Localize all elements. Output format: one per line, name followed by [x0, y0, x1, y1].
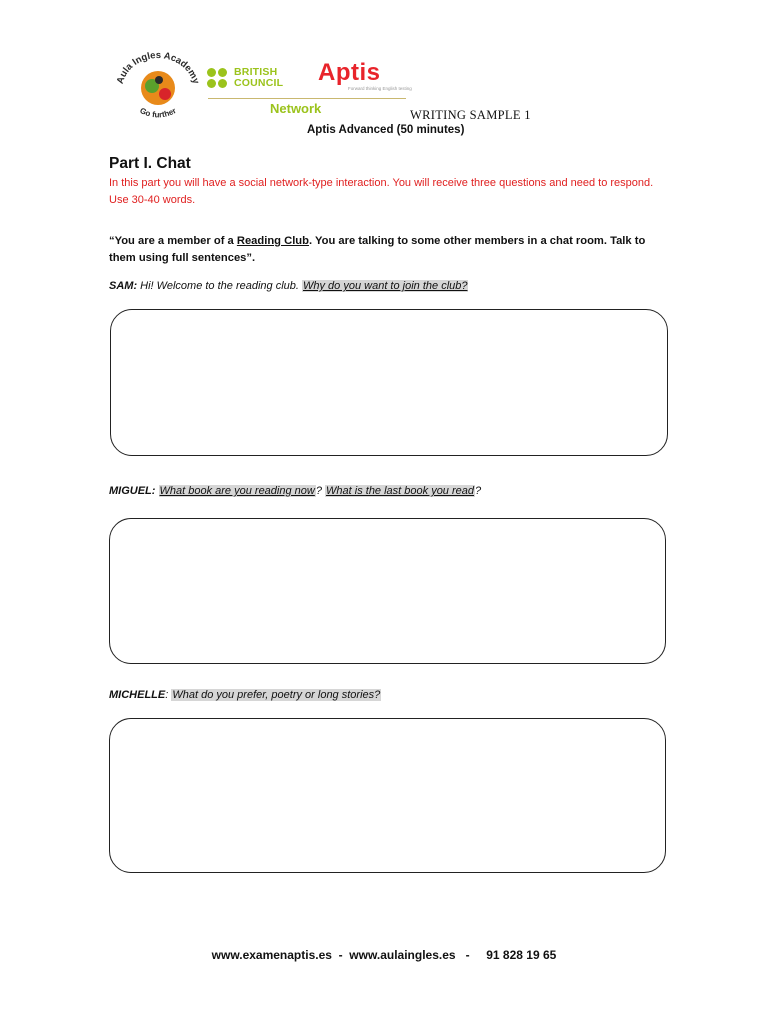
svg-text:Aula Ingles Academy: Aula Ingles Academy — [114, 50, 202, 86]
question-highlight: What do you prefer, poetry or long stories? — [172, 689, 381, 701]
speaker-name: MICHELLE — [109, 689, 166, 701]
page-title: WRITING SAMPLE 1 — [410, 108, 531, 122]
question-michelle — [109, 689, 381, 701]
footer-separator: - — [331, 948, 350, 962]
dots-icon — [207, 68, 231, 90]
aptis-wordmark: Aptis — [318, 59, 381, 86]
svg-text:Go further: Go further — [138, 106, 178, 120]
divider — [208, 98, 406, 99]
question-sam — [109, 280, 468, 292]
speaker-name: SAM: — [109, 280, 138, 292]
question-miguel — [109, 485, 481, 497]
question-highlight: What book are you reading now — [159, 485, 315, 497]
instructions: In this part you will have a social network-type interaction. You will receive three questions and need to respond. Use 30-40 words. — [109, 177, 654, 206]
question-highlight: Why do you want to join the club? — [303, 280, 468, 292]
footer-link-aulaingles[interactable]: www.aulaingles.es — [349, 948, 456, 962]
question-lead: Hi! Welcome to the reading club. — [137, 280, 302, 292]
scenario-after: . You are talking to some other members in a chat room. Talk to them using full sentences”. — [109, 235, 646, 264]
answer-box-sam[interactable] — [110, 309, 668, 456]
academy-logo — [112, 50, 204, 124]
question-lead: : — [165, 689, 172, 701]
question-tail: ? — [475, 485, 482, 497]
answer-box-michelle[interactable] — [109, 718, 666, 873]
speaker-name: MIGUEL: — [109, 485, 156, 497]
bc-line2: COUNCIL — [234, 77, 284, 89]
bc-line1: BRITISH — [234, 66, 278, 78]
aptis-logo — [318, 60, 412, 91]
answer-box-miguel[interactable] — [109, 518, 666, 664]
footer-link-examenaptis[interactable]: www.examenaptis.es — [211, 948, 332, 962]
footer-phone: 91 828 19 65 — [486, 948, 557, 962]
scenario-text — [109, 233, 669, 267]
part-title: Part I. Chat — [109, 155, 191, 172]
footer — [0, 948, 768, 962]
question-highlight: What is the last book you read — [326, 485, 474, 497]
network-label: Network — [270, 101, 322, 116]
scenario-emphasis: Reading Club — [236, 235, 309, 247]
british-council-logo — [207, 66, 307, 92]
aptis-tagline: Forward thinking English testing — [348, 86, 412, 91]
scenario-before: “You are a member of a — [109, 235, 237, 247]
page-subtitle: Aptis Advanced (50 minutes) — [307, 124, 465, 136]
footer-separator: - — [455, 948, 487, 962]
question-mid: ? — [315, 485, 326, 497]
